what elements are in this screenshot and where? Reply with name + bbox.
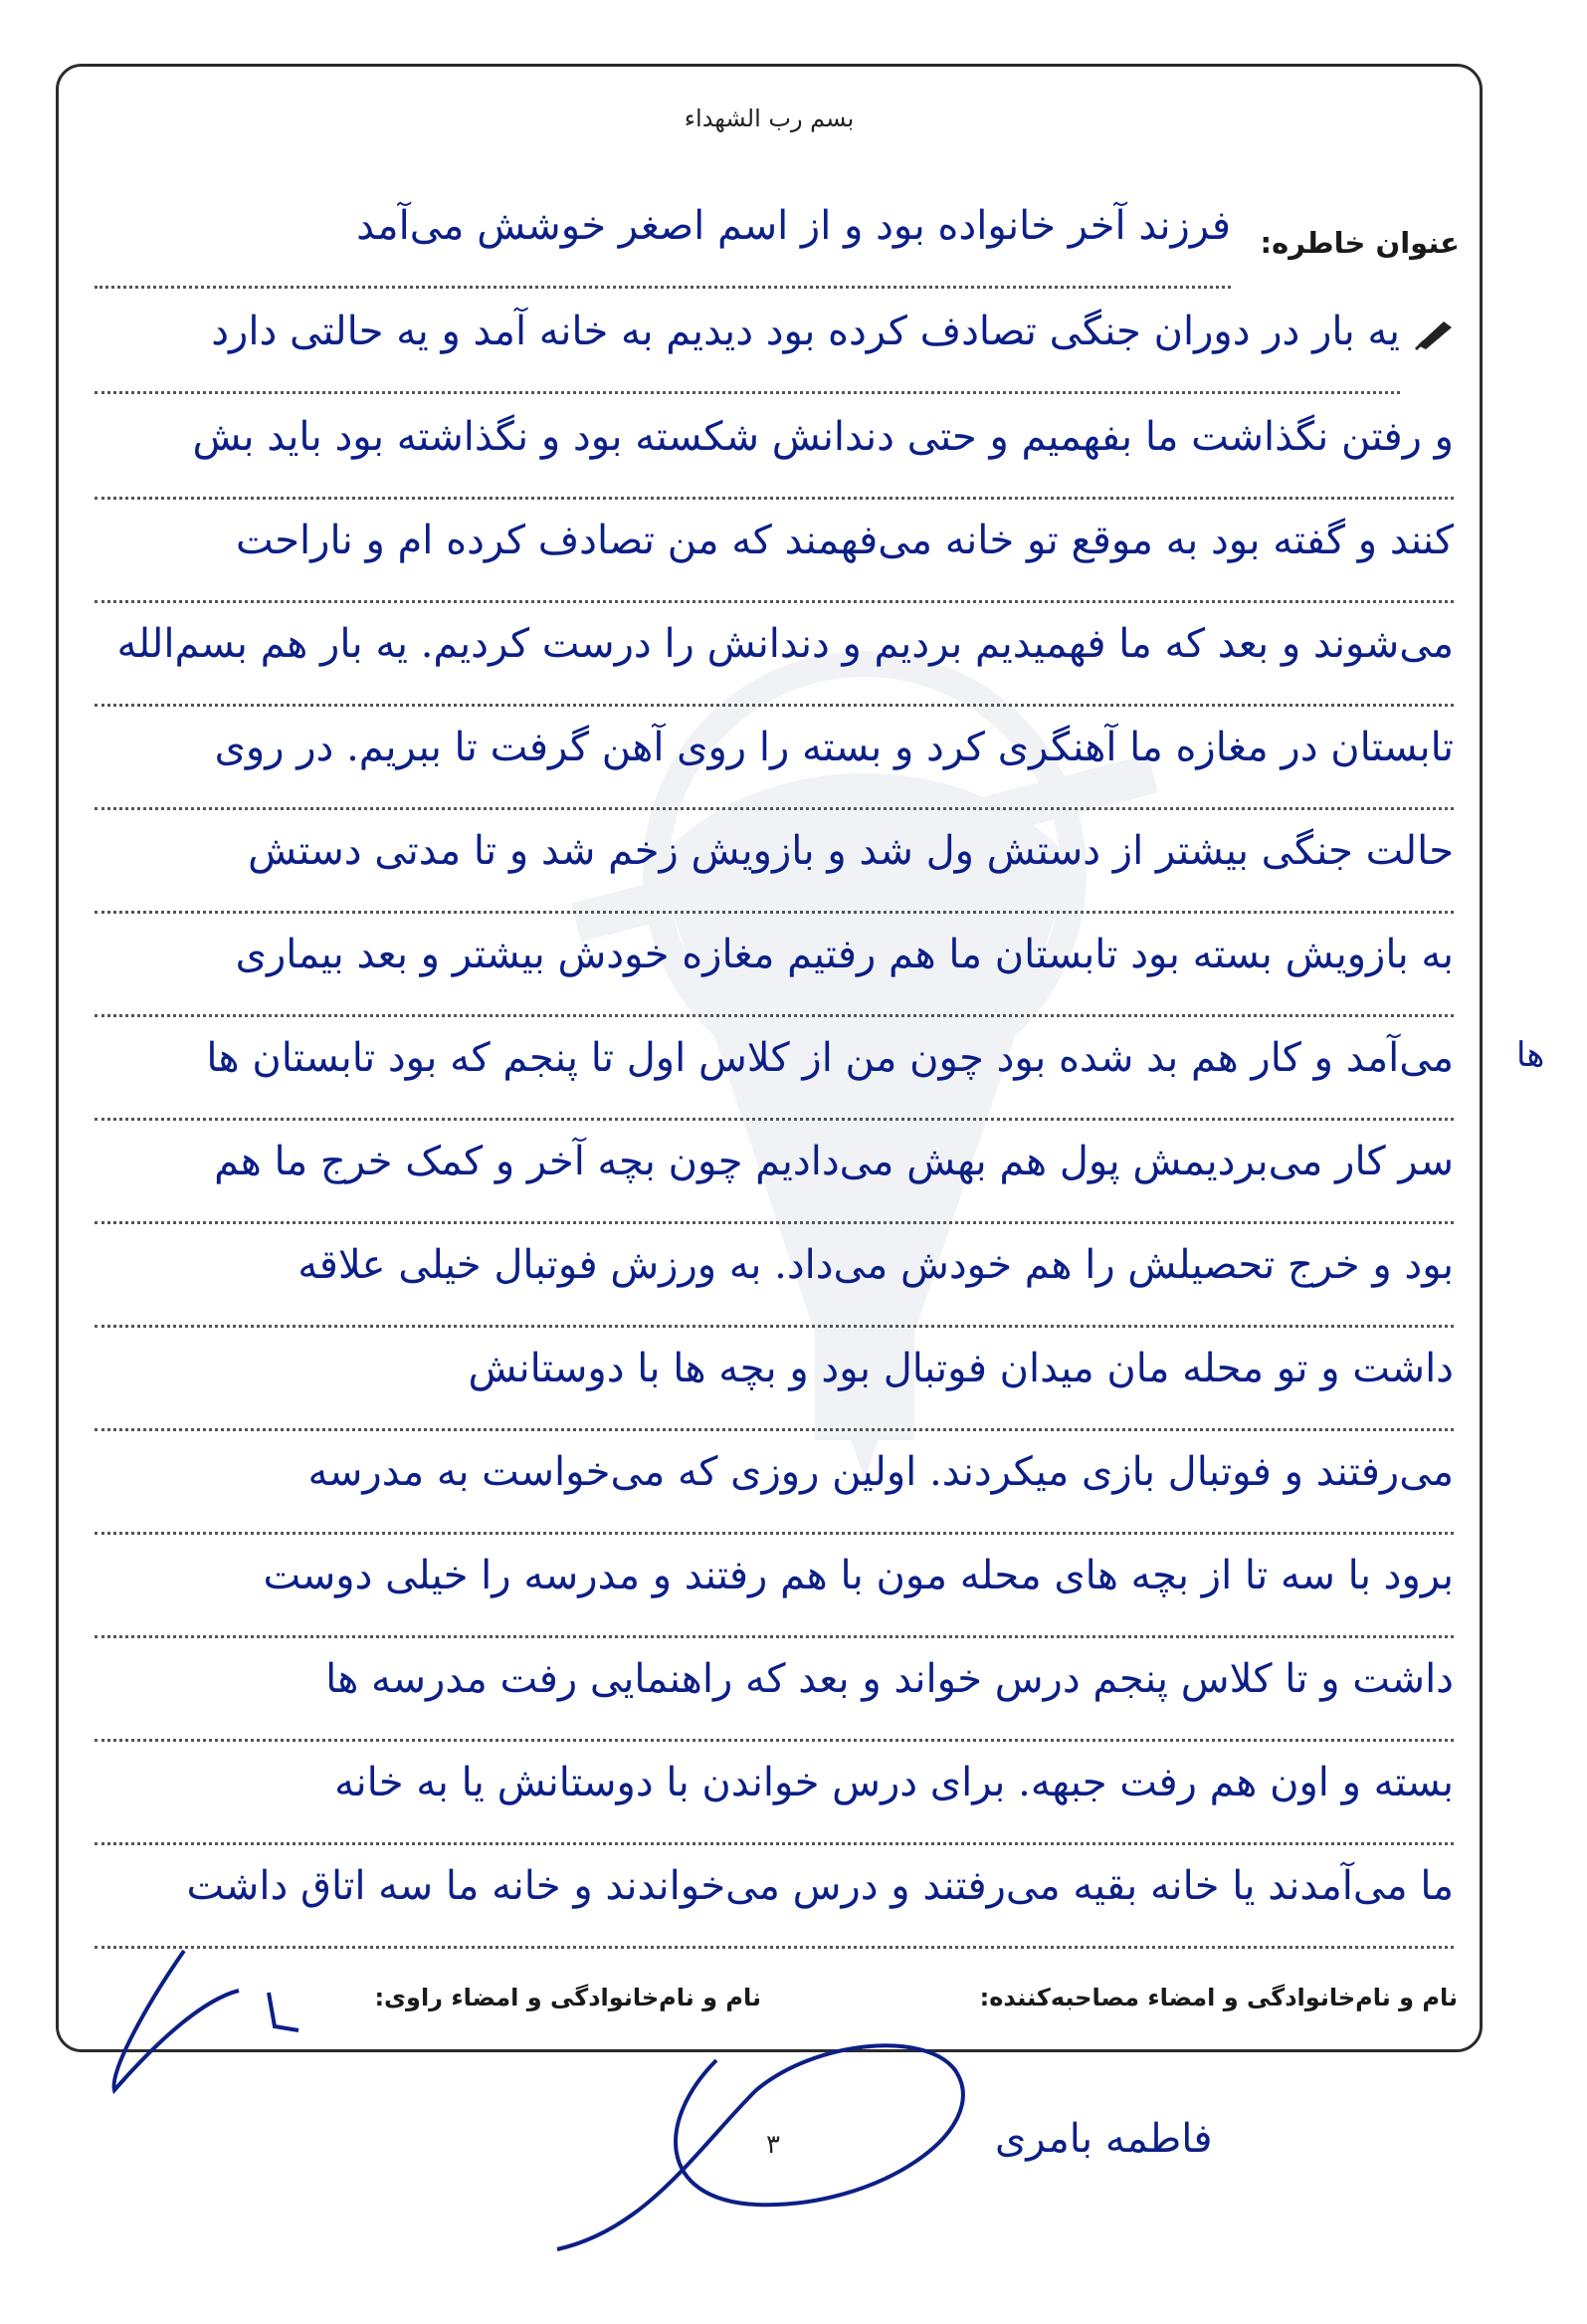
pen-icon <box>1414 316 1458 351</box>
handwritten-line: حالت جنگی بیشتر از دستش ول شد و بازویش زخم شد و تا مدتی دستش <box>95 815 1454 914</box>
basmala-heading: بسم رب الشهداء <box>684 105 855 132</box>
handwritten-line: کنند و گفته بود به موقع تو خانه می‌فهمند که من تصادف کرده ام و ناراحت <box>95 505 1454 603</box>
interviewer-signature-label: نام و نام‌خانوادگی و امضاء مصاحبه‌کننده: <box>979 1984 1458 2011</box>
narrator-signature <box>557 2045 963 2249</box>
handwritten-line: داشت و تو محله مان میدان فوتبال بود و بچه ها با دوستانش <box>95 1333 1454 1431</box>
handwritten-line: بسته و اون هم رفت جبهه. برای درس خواندن با دوستانش یا به خانه <box>95 1747 1454 1845</box>
handwritten-line: سر کار می‌بردیمش پول هم بهش می‌دادیم چون بچه آخر و کمک خرج ما هم <box>95 1126 1454 1224</box>
handwritten-line: برود با سه تا از بچه های محله مون با هم رفتند و مدرسه را خیلی دوست <box>95 1540 1454 1638</box>
handwritten-line: به بازویش بسته بود تابستان ما هم رفتیم مغازه خودش بیشتر و بعد بیماری <box>95 919 1454 1017</box>
handwritten-line: ما می‌آمدند یا خانه بقیه می‌رفتند و درس می‌خواندند و خانه ما سه اتاق داشت <box>95 1850 1454 1949</box>
page-number: ۳ <box>766 2130 780 2160</box>
form-frame <box>56 64 1483 2052</box>
narrator-signature-label: نام و نام‌خانوادگی و امضاء راوی: <box>374 1984 761 2011</box>
handwritten-line: یه بار در دوران جنگی تصادف کرده بود دیدیم به خانه آمد و یه حالتی دارد <box>95 296 1400 394</box>
handwritten-line: و رفتن نگذاشت ما بفهمیم و حتی دندانش شکسته بود و نگذاشته بود باید بش <box>95 401 1454 500</box>
handwritten-line: فرزند آخر خانواده بود و از اسم اصغر خوشش می‌آمد <box>95 190 1231 289</box>
memory-title-label: عنوان خاطره: <box>1260 226 1460 260</box>
handwritten-line: بود و خرج تحصیلش را هم خودش می‌داد. به ورزش فوتبال خیلی علاقه <box>95 1229 1454 1328</box>
handwritten-line: می‌شوند و بعد که ما فهمیدیم بردیم و دندانش را درست کردیم. یه بار هم بسم‌الله <box>95 608 1454 707</box>
margin-note: ها <box>1516 1035 1545 1075</box>
handwritten-line: می‌آمد و کار هم بد شده بود چون من از کلاس اول تا پنجم که بود تابستان ها <box>95 1022 1454 1121</box>
handwritten-line: داشت و تا کلاس پنجم درس خواند و بعد که راهنمایی رفت مدرسه ها <box>95 1643 1454 1742</box>
narrator-handwritten-name: فاطمه بامری <box>995 2116 1213 2162</box>
handwritten-line: تابستان در مغازه ما آهنگری کرد و بسته را روی آهن گرفت تا ببریم. در روی <box>95 712 1454 810</box>
handwritten-line: می‌رفتند و فوتبال بازی میکردند. اولین روزی که می‌خواست به مدرسه <box>95 1436 1454 1535</box>
